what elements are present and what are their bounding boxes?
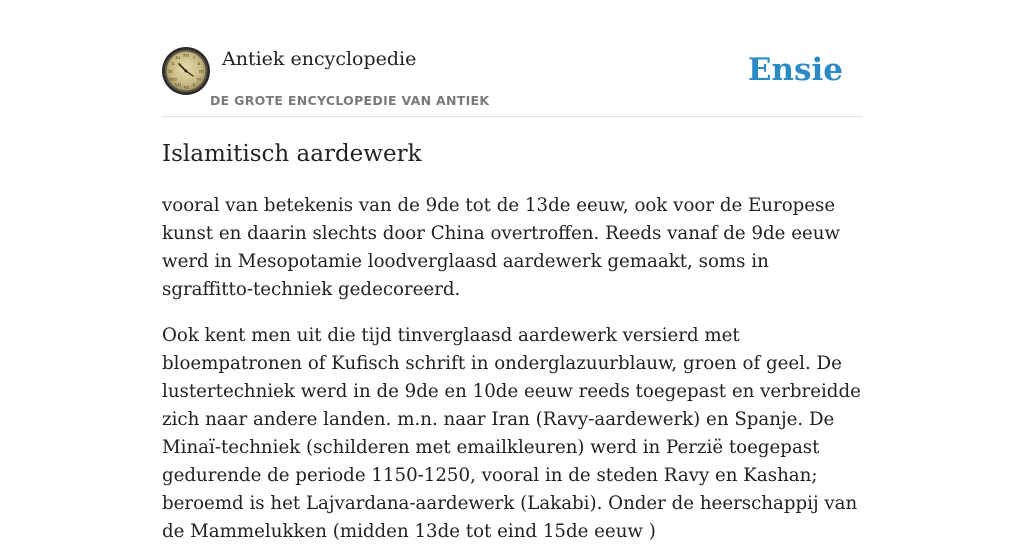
brand-logo[interactable]: Ensie xyxy=(747,52,843,88)
page-title: Islamitisch aardewerk xyxy=(162,141,422,167)
svg-text:VII: VII xyxy=(174,82,182,87)
svg-text:XII: XII xyxy=(182,52,190,58)
article-paragraph: Ook kent men uit die tijd tinverglaasd aardewerk versierd met bloempatronen of Kufisch schrift in onderglazuurblauw, groen of geel. De lustertechniek werd in de 9de en 10de eeuw reeds toegepast en verbreidde zich naar andere landen. m.n. naar Iran (Ravy-aardewerk) en Spanje. De Minaï-techniek (schilderen met emailkleuren) werd in Perzië toegepast gedurende de periode 1150-1250, vooral in de steden Ravy en Kashan; beroemd is het Lajvardana-aardewerk (Lakabi). Onder de heerschappij van de Mammelukken (midden 13de tot eind 15de eeuw ) xyxy=(162,325,861,542)
svg-text:III: III xyxy=(199,68,204,74)
svg-text:VI: VI xyxy=(183,84,189,90)
svg-text:I: I xyxy=(193,55,195,60)
svg-text:IV: IV xyxy=(196,76,202,82)
site-subtitle: DE GROTE ENCYCLOPEDIE VAN ANTIEK xyxy=(210,93,490,108)
site-title[interactable]: Antiek encyclopedie xyxy=(222,48,417,70)
svg-text:XI: XI xyxy=(175,55,181,60)
svg-text:X: X xyxy=(171,61,175,66)
svg-text:VIII: VIII xyxy=(169,76,177,82)
article-paragraph: vooral van betekenis van de 9de tot de 13de eeuw, ook voor de Europese kunst en daarin slechts door China overtroffen. Reeds vanaf de 9de eeuw werd in Mesopotamie loodverglaasd aardewerk gemaakt, soms in sgraffitto-techniek gedecoreerd. xyxy=(162,195,841,300)
svg-text:II: II xyxy=(197,61,201,66)
svg-text:IX: IX xyxy=(168,68,173,74)
site-header xyxy=(162,0,862,117)
article xyxy=(162,138,862,546)
antique-clock-icon[interactable] xyxy=(162,47,210,95)
svg-text:V: V xyxy=(192,82,196,87)
